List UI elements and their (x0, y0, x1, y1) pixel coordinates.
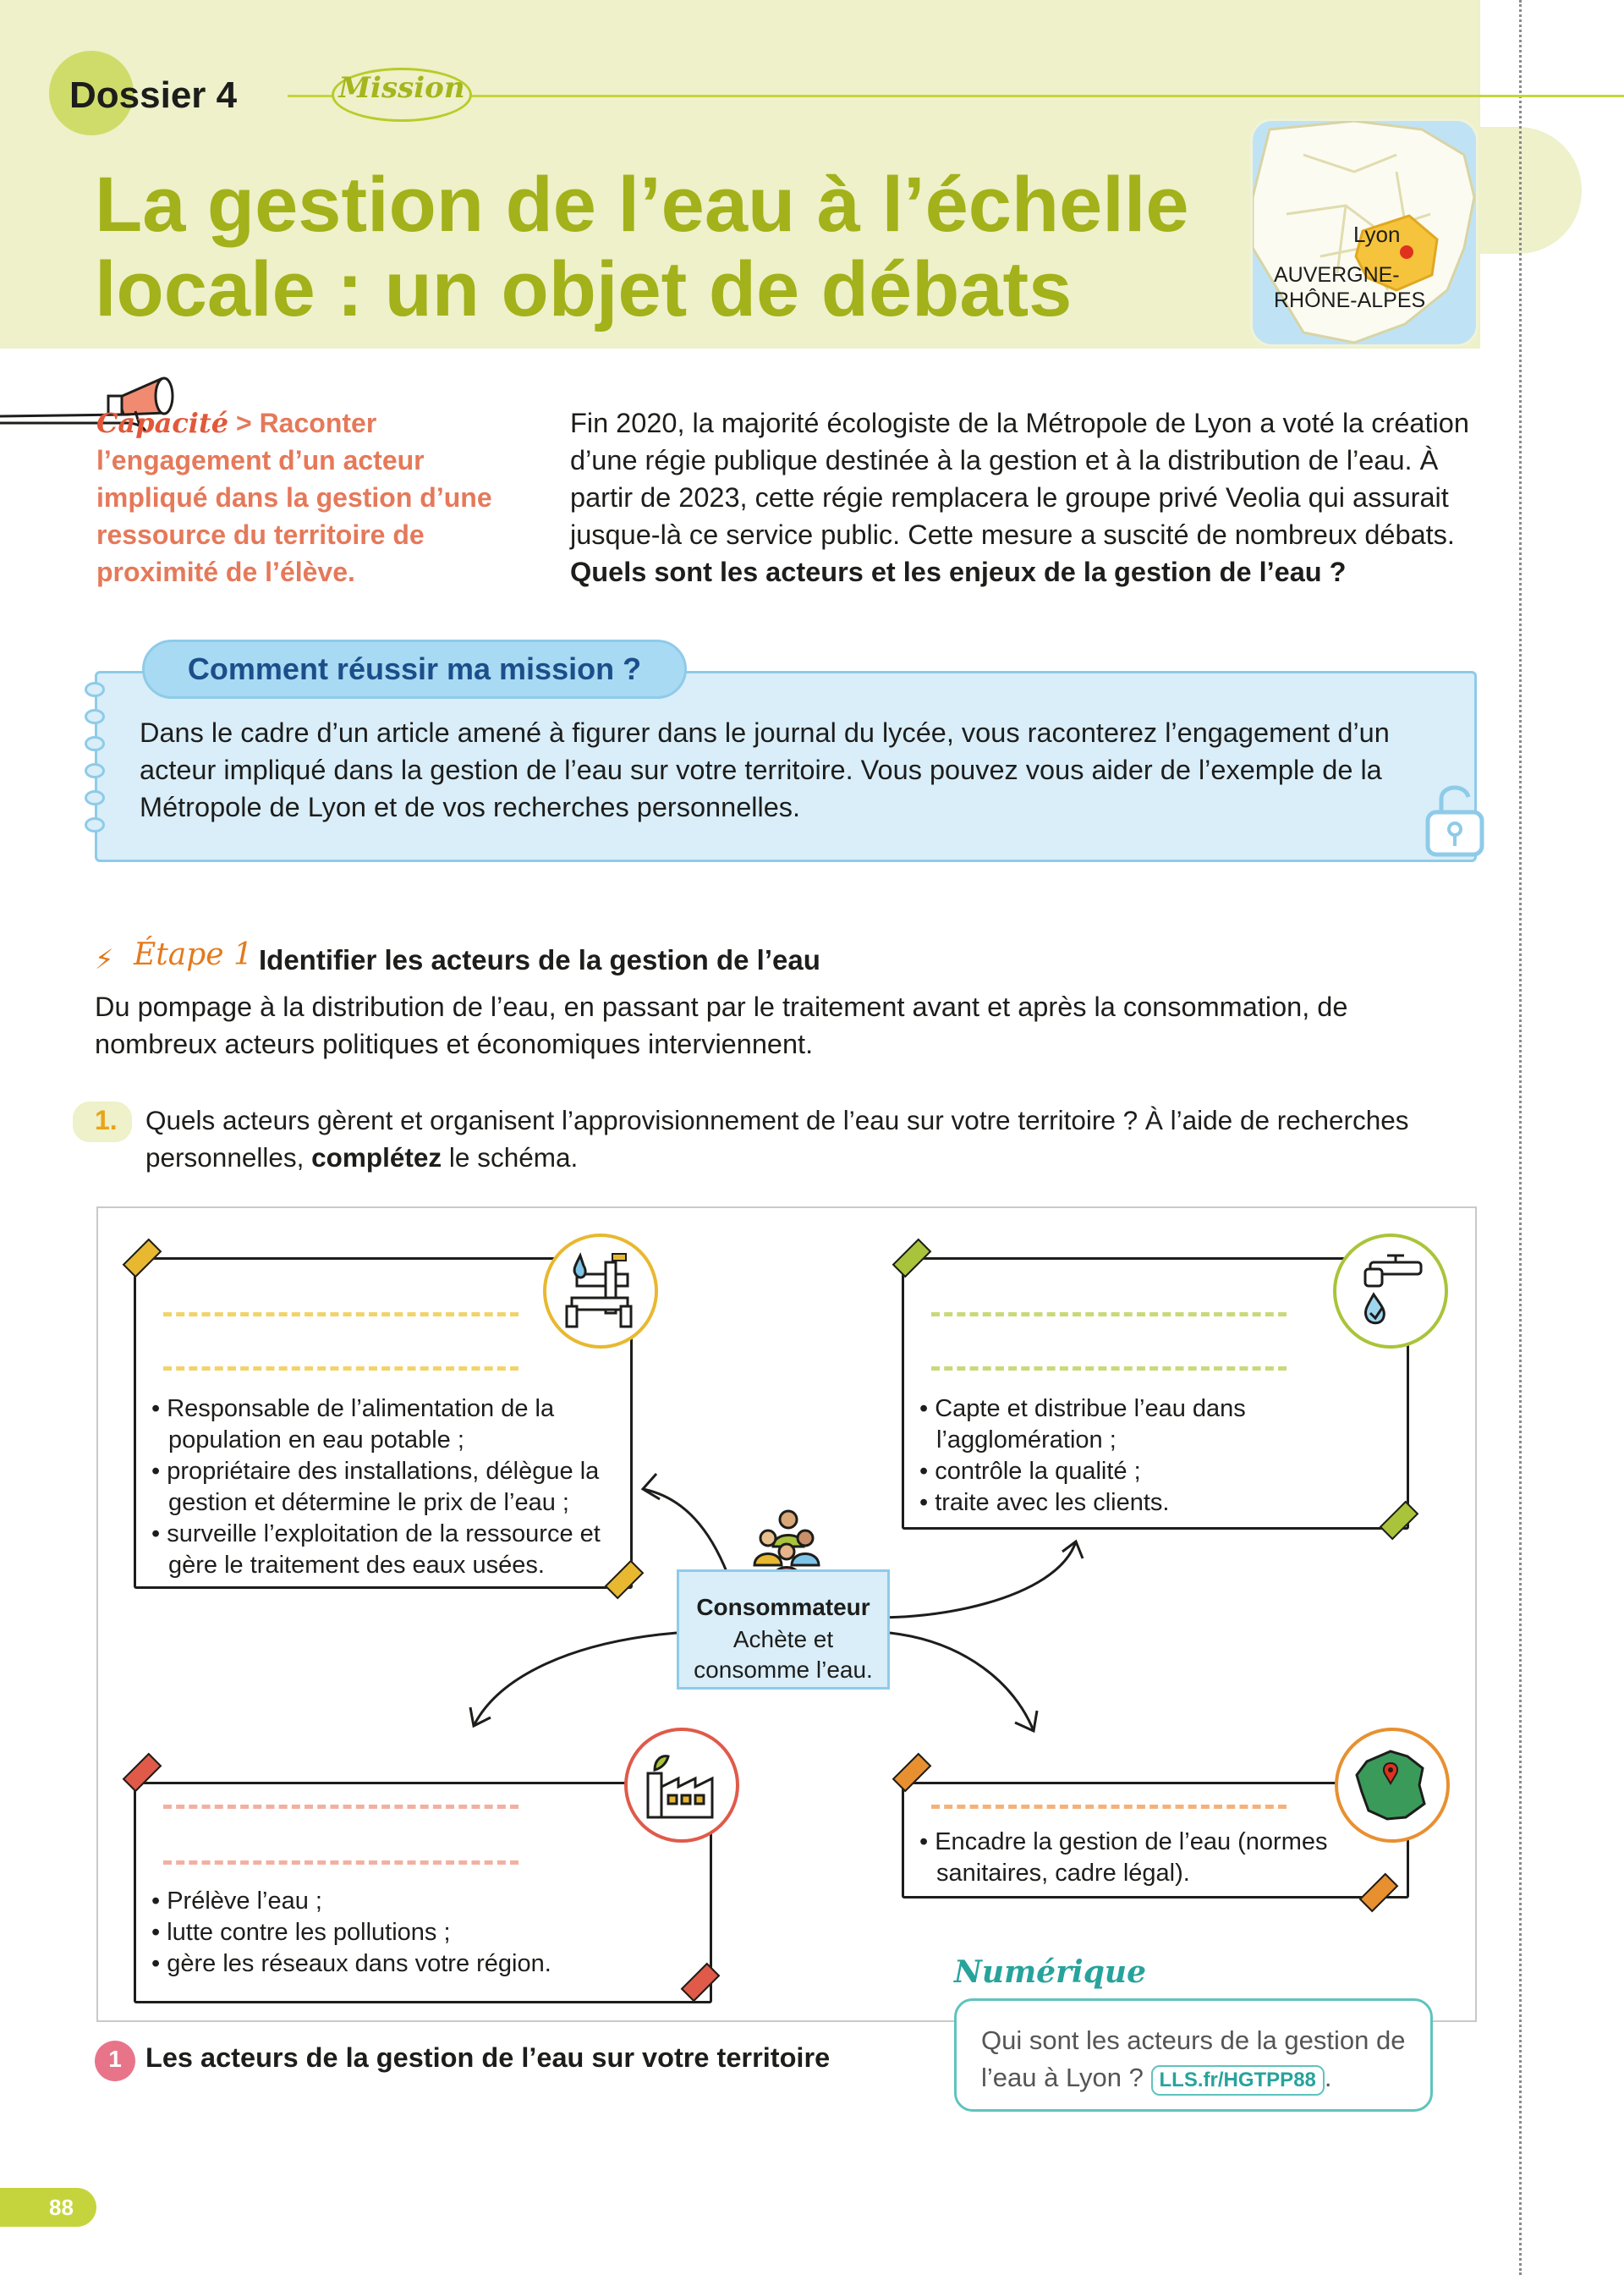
page-number: 88 (49, 2195, 74, 2220)
page-title-line1: La gestion de l’eau à l’échelle (95, 162, 1189, 248)
bullet-item: • surveille l’exploitation de la ressource et gère le traitement des eaux usées. (151, 1520, 601, 1579)
question-text-before: Quels acteurs gèrent et organisent l’approvisionnement de l’eau sur votre territoire ? À l’aide de recherches personnelles, (145, 1105, 1409, 1173)
consumer-title: Consommateur (696, 1594, 870, 1620)
question-text (145, 1102, 1482, 1176)
answer-line[interactable] (931, 1805, 1287, 1809)
page-title-line2: locale : un objet de débats (95, 246, 1073, 332)
step-text: Du pompage à la distribution de l’eau, en passant par le traitement avant et après la consommation, de nombreux acteurs politiques et économiques interviennent. (95, 992, 1348, 1059)
actor-card-bottom-left (134, 1782, 712, 2003)
figure-caption: Les acteurs de la gestion de l’eau sur votre territoire (145, 2042, 831, 2073)
notebook-spiral (85, 736, 105, 751)
actor-card-bottom-right (902, 1782, 1409, 1899)
actor-description (913, 1393, 1386, 1519)
map-region-line2: RHÔNE-ALPES (1274, 288, 1426, 312)
consumer-description: Achète et consomme l’eau. (694, 1626, 873, 1683)
notebook-spiral (85, 682, 105, 697)
bullet-item: • contrôle la qualité ; (919, 1458, 1141, 1485)
mission-box-title: Comment réussir ma mission ? (187, 651, 642, 686)
intro-text: Fin 2020, la majorité écologiste de la Métropole de Lyon a voté la création d’une régie publique destinée à la gestion et à la distribution de l’eau. À partir de 2023, cette régie remplacera le groupe privé Veolia qui assurait jusque-là ce service public. Cette mesure a suscité de nombreux débats. (570, 408, 1469, 550)
actor-description (145, 1393, 627, 1581)
water-tap-icon (1333, 1234, 1448, 1349)
answer-line[interactable] (163, 1805, 518, 1809)
question-strong: complétez (311, 1142, 442, 1173)
france-map-icon (1335, 1728, 1450, 1843)
bullet-item: • Capte et distribue l’eau dans l’agglomération ; (919, 1395, 1246, 1453)
capacity-word: Capacité (96, 407, 229, 439)
notebook-spiral (85, 763, 105, 778)
mission-line (288, 95, 1624, 97)
bullet-item: • Prélève l’eau ; (151, 1888, 322, 1915)
capacity-description: Raconter l’engagement d’un acteur impliqué dans la gestion d’une ressource du territoire de proximité de l’élève. (96, 408, 492, 587)
bullet-item: • Responsable de l’alimentation de la population en eau potable ; (151, 1395, 555, 1453)
bullet-item: • Encadre la gestion de l’eau (normes sanitaires, cadre légal). (919, 1828, 1328, 1887)
unlock-icon (1421, 778, 1492, 860)
actor-description (145, 1886, 686, 1980)
numerique-label: Numérique (954, 1954, 1146, 1990)
answer-line[interactable] (163, 1366, 518, 1371)
actor-description (913, 1827, 1386, 1889)
notebook-spiral (85, 709, 105, 724)
numerique-link[interactable]: LLS.fr/HGTPP88 (1151, 2065, 1325, 2096)
page-number-tab (0, 2188, 96, 2227)
notebook-spiral (85, 817, 105, 833)
numerique-end: . (1324, 2063, 1332, 2092)
map-city-label: Lyon (1353, 222, 1401, 247)
page-edge-dots (1519, 0, 1522, 2275)
map-region-label (1274, 262, 1425, 313)
numerique-text (981, 2022, 1421, 2096)
answer-line[interactable] (163, 1860, 518, 1865)
figure-number: 1 (108, 2046, 122, 2072)
factory-icon (624, 1728, 739, 1843)
bullet-item: • propriétaire des installations, délègue la gestion et détermine le prix de l’eau ; (151, 1458, 600, 1516)
notebook-spiral (85, 790, 105, 805)
answer-line[interactable] (163, 1312, 518, 1316)
question-text-after: le schéma. (442, 1142, 579, 1173)
answer-line[interactable] (931, 1366, 1287, 1371)
dossier-label: Dossier 4 (69, 74, 238, 116)
bolt-icon: ⚡ (95, 943, 114, 975)
page-title (95, 162, 1194, 332)
water-pipes-icon (543, 1234, 658, 1349)
numerique-question: Qui sont les acteurs de la gestion de l’eau à Lyon ? (981, 2025, 1406, 2092)
step-label: Étape 1 (134, 937, 253, 972)
mission-box-text: Dans le cadre d’un article amené à figurer dans le journal du lycée, vous raconterez l’engagement d’un acteur impliqué dans la gestion de l’eau sur votre territoire. Vous pouvez vous aider de l’exemple de la Métropole de Lyon et de vos recherches personnelles. (140, 717, 1390, 822)
answer-line[interactable] (931, 1312, 1287, 1316)
capacity-text (96, 404, 519, 591)
step-title: Identifier les acteurs de la gestion de l’eau (259, 944, 820, 975)
intro-question: Quels sont les acteurs et les enjeux de la gestion de l’eau ? (570, 557, 1347, 587)
map-region-line1: AUVERGNE- (1274, 263, 1400, 287)
question-number: 1. (95, 1105, 118, 1135)
intro-paragraph (570, 404, 1484, 591)
capacity-arrow: > (228, 408, 260, 438)
mission-label: Mission (338, 71, 465, 105)
bullet-item: • lutte contre les pollutions ; (151, 1919, 451, 1946)
bullet-item: • gère les réseaux dans votre région. (151, 1950, 551, 1977)
bullet-item: • traite avec les clients. (919, 1489, 1170, 1516)
